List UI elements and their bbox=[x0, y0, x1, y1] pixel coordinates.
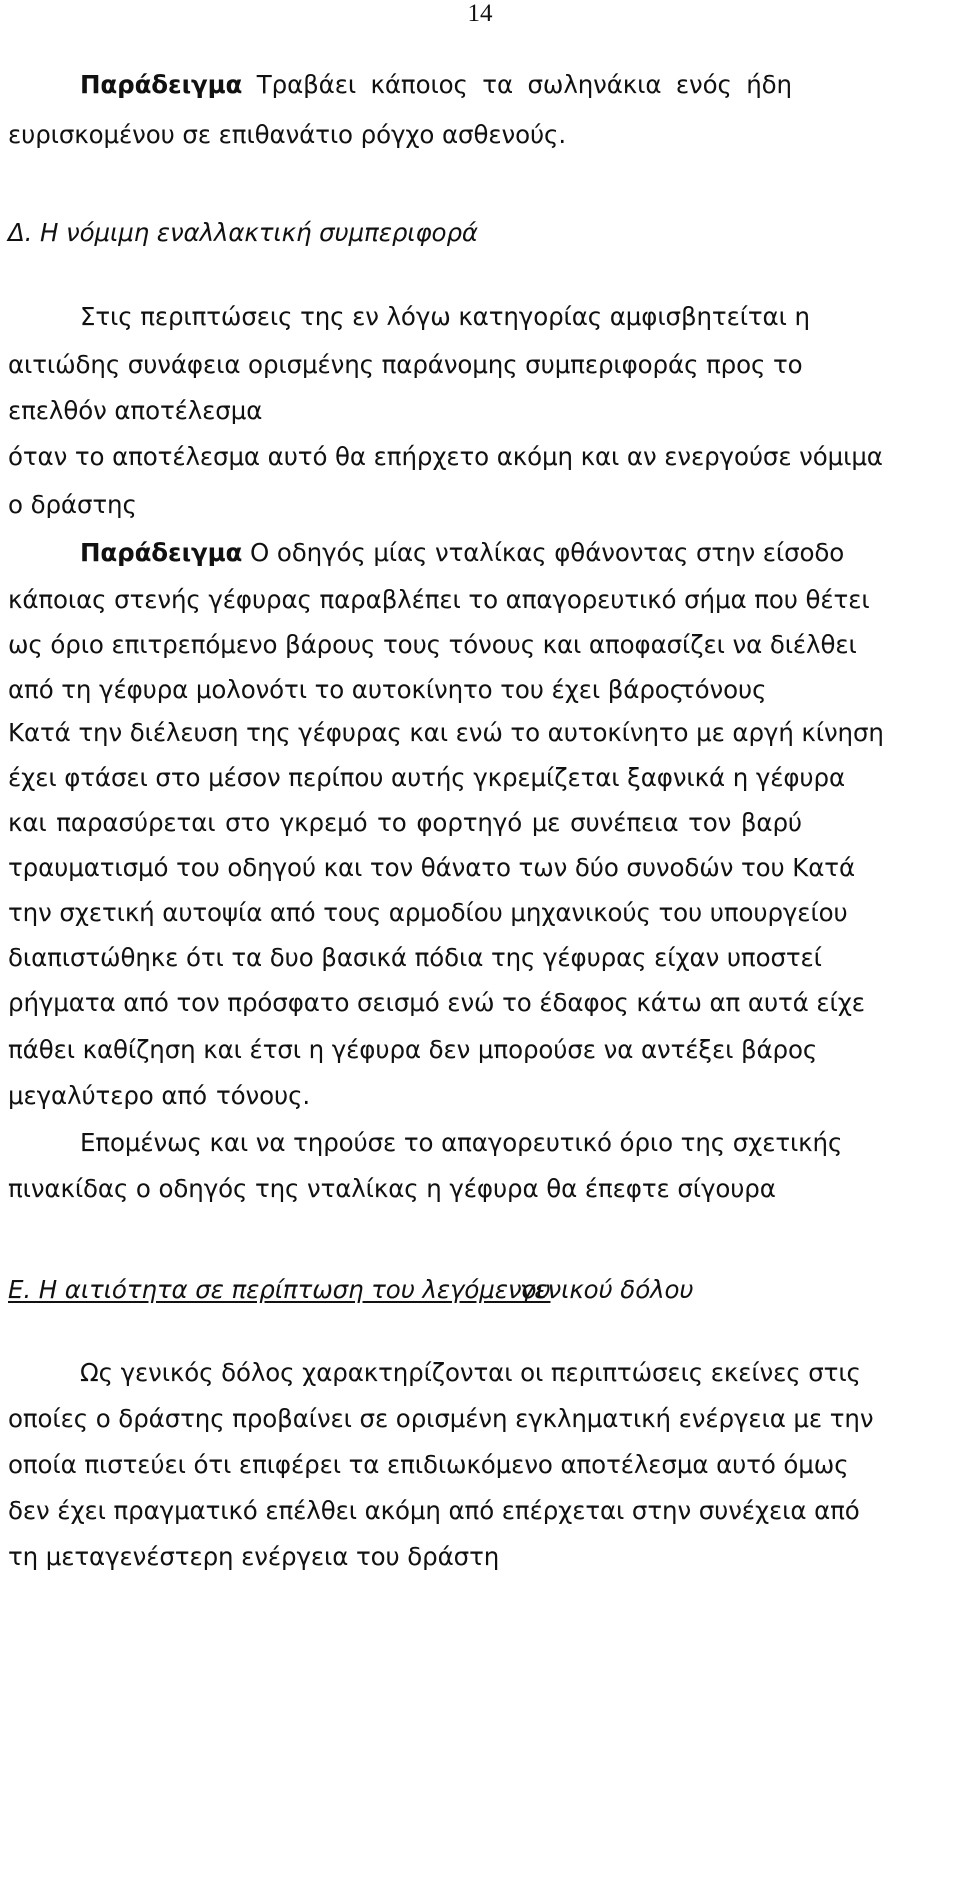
example2-line: Κατά την διέλευση της γέφυρας και ενώ το αυτοκίνητο με αργή κίνηση bbox=[8, 718, 884, 747]
example2-line: ως όριο επιτρεπόμενο βάρους τους τόνους και αποφασίζει να διέλθει bbox=[8, 630, 857, 659]
tonnes-unit: τόνους. bbox=[216, 1081, 311, 1110]
example2-weight-text: από τη γέφυρα μολονότι το αυτοκίνητο του έχει βάρος bbox=[8, 675, 684, 704]
example2-line bbox=[8, 675, 948, 705]
section-e-line: Ως γενικός δόλος χαρακτηρίζονται οι περιπτώσεις εκείνες στις bbox=[80, 1358, 861, 1387]
section-e-line: δεν έχει πραγματικό επέλθει ακόμη από επέρχεται στην συνέχεια από bbox=[8, 1496, 860, 1525]
section-d-heading: Δ. Η νόμιμη εναλλακτική συμπεριφορά bbox=[8, 218, 478, 247]
example2-line: ρήγματα από τον πρόσφατο σεισμό ενώ το έδαφος κάτω απ αυτά είχε bbox=[8, 988, 865, 1017]
section-e-line: οποία πιστεύει ότι επιφέρει τα επιδιωκόμενο αποτέλεσμα αυτό όμως bbox=[8, 1450, 849, 1479]
example2-line: κάποιας στενής γέφυρας παραβλέπει το απαγορευτικό σήμα που θέτει bbox=[8, 585, 870, 614]
example-text: Ο οδηγός μίας νταλίκας φθάνοντας στην είσοδο bbox=[249, 538, 845, 567]
section-e-line: τη μεταγενέστερη ενέργεια του δράστη bbox=[8, 1542, 500, 1571]
example1-line1 bbox=[80, 70, 792, 100]
para1-line: ο δράστης bbox=[8, 490, 137, 519]
example-text: Τραβάει κάποιος τα σωληνάκια ενός ήδη bbox=[256, 70, 792, 99]
example2-line: διαπιστώθηκε ότι τα δυο βασικά πόδια της γέφυρας είχαν υποστεί bbox=[8, 943, 822, 972]
example2-line bbox=[8, 1081, 948, 1111]
conclusion-line: Επομένως και να τηρούσε το απαγορευτικό όριο της σχετικής bbox=[80, 1128, 843, 1157]
example2-line: τραυματισμό του οδηγού και τον θάνατο των δύο συνοδών του Κατά bbox=[8, 853, 856, 882]
para1-line: επελθόν αποτέλεσμα bbox=[8, 396, 263, 425]
example2-first-line bbox=[80, 538, 845, 568]
example2-line: έχει φτάσει στο μέσον περίπου αυτής γκρεμίζεται ξαφνικά η γέφυρα bbox=[8, 763, 845, 792]
example-label: Παράδειγμα bbox=[80, 70, 243, 99]
section-e-heading-suffix: γενικού δόλου bbox=[520, 1275, 694, 1304]
example2-last-text: μεγαλύτερο από bbox=[8, 1081, 207, 1110]
conclusion-line: πινακίδας ο οδηγός της νταλίκας η γέφυρα θα έπεφτε σίγουρα bbox=[8, 1174, 776, 1203]
para1-line: αιτιώδης συνάφεια ορισμένης παράνομης συμπεριφοράς προς το bbox=[8, 350, 803, 379]
section-e-heading-prefix: Ε. Η αιτιότητα σε περίπτωση του λεγόμενου bbox=[8, 1275, 551, 1304]
para1-line: όταν το αποτέλεσμα αυτό θα επήρχετο ακόμη και αν ενεργούσε νόμιμα bbox=[8, 442, 883, 471]
section-e-heading bbox=[8, 1275, 948, 1305]
section-e-line: οποίες ο δράστης προβαίνει σε ορισμένη εγκληματική ενέργεια με την bbox=[8, 1404, 874, 1433]
para1-line: Στις περιπτώσεις της εν λόγω κατηγορίας αμφισβητείται η bbox=[80, 302, 810, 331]
example2-line: την σχετική αυτοψία από τους αρμοδίου μηχανικούς του υπουργείου bbox=[8, 898, 848, 927]
example-label: Παράδειγμα bbox=[80, 538, 243, 567]
example2-line: πάθει καθίζηση και έτσι η γέφυρα δεν μπορούσε να αντέξει βάρος bbox=[8, 1035, 818, 1064]
example1-line2: ευρισκομένου σε επιθανάτιο ρόγχο ασθενούς. bbox=[8, 120, 567, 149]
example2-line: και παρασύρεται στο γκρεμό το φορτηγό με συνέπεια τον βαρύ bbox=[8, 808, 802, 837]
page-number: 14 bbox=[467, 0, 493, 27]
tonnes-unit: τόνους bbox=[680, 675, 767, 704]
